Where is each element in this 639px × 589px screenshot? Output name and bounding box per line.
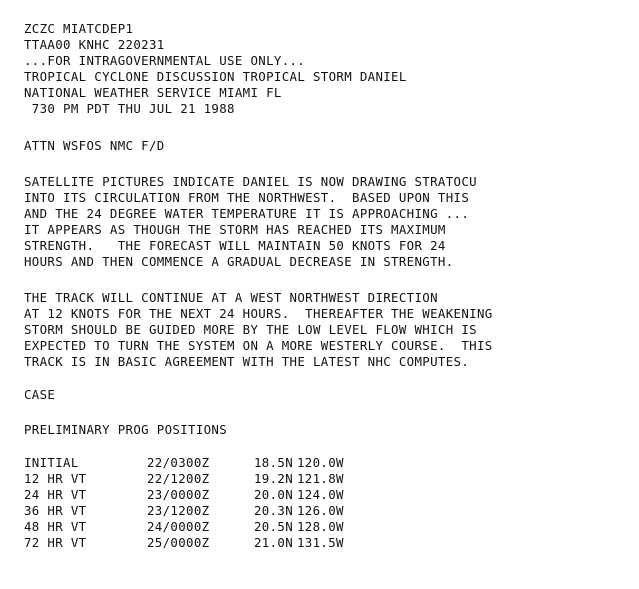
prog-latitude: 20.0N <box>254 487 294 502</box>
prog-label: 12 HR VT <box>24 471 87 486</box>
prog-longitude: 121.8W <box>297 471 344 486</box>
prog-longitude: 131.5W <box>297 535 344 550</box>
paragraph1-line: AND THE 24 DEGREE WATER TEMPERATURE IT IS APPROACHING ... <box>24 206 470 221</box>
paragraph1-line: INTO ITS CIRCULATION FROM THE NORTHWEST. BASED UPON THIS <box>24 190 470 205</box>
prog-latitude: 21.0N <box>254 535 294 550</box>
paragraph2-line: STORM SHOULD BE GUIDED MORE BY THE LOW LEVEL FLOW WHICH IS <box>24 322 477 337</box>
paragraph1-line: SATELLITE PICTURES INDICATE DANIEL IS NOW DRAWING STRATOCU <box>24 174 477 189</box>
prog-time: 25/0000Z <box>147 535 210 550</box>
prog-time: 23/1200Z <box>147 503 210 518</box>
prog-longitude: 124.0W <box>297 487 344 502</box>
prog-label: 72 HR VT <box>24 535 87 550</box>
prog-row <box>24 536 624 550</box>
header-line-3: ...FOR INTRAGOVERNMENTAL USE ONLY... <box>24 53 306 68</box>
prog-row <box>24 472 624 486</box>
prog-label: 36 HR VT <box>24 503 87 518</box>
paragraph1-line: STRENGTH. THE FORECAST WILL MAINTAIN 50 KNOTS FOR 24 <box>24 238 446 253</box>
prog-time: 23/0000Z <box>147 487 210 502</box>
prog-row <box>24 504 624 518</box>
paragraph2-line: TRACK IS IN BASIC AGREEMENT WITH THE LATEST NHC COMPUTES. <box>24 354 470 369</box>
header-line-1: ZCZC MIATCDEP1 <box>24 21 134 36</box>
header-line-4: TROPICAL CYCLONE DISCUSSION TROPICAL STORM DANIEL <box>24 69 407 84</box>
prog-label: 48 HR VT <box>24 519 87 534</box>
paragraph1-line: HOURS AND THEN COMMENCE A GRADUAL DECREASE IN STRENGTH. <box>24 254 454 269</box>
prog-row <box>24 488 624 502</box>
header-line-2: TTAA00 KNHC 220231 <box>24 37 165 52</box>
prog-label: 24 HR VT <box>24 487 87 502</box>
prog-longitude: 126.0W <box>297 503 344 518</box>
prog-row <box>24 520 624 534</box>
prog-latitude: 19.2N <box>254 471 294 486</box>
paragraph2-line: EXPECTED TO TURN THE SYSTEM ON A MORE WESTERLY COURSE. THIS <box>24 338 493 353</box>
prog-longitude: 120.0W <box>297 455 344 470</box>
prog-time: 24/0000Z <box>147 519 210 534</box>
paragraph2-line: AT 12 KNOTS FOR THE NEXT 24 HOURS. THEREAFTER THE WEAKENING <box>24 306 493 321</box>
header-line-6: 730 PM PDT THU JUL 21 1988 <box>24 101 235 116</box>
prog-time: 22/0300Z <box>147 455 210 470</box>
prog-label: INITIAL <box>24 455 79 470</box>
attn-line: ATTN WSFOS NMC F/D <box>24 138 165 153</box>
prog-longitude: 128.0W <box>297 519 344 534</box>
header-line-5: NATIONAL WEATHER SERVICE MIAMI FL <box>24 85 282 100</box>
signature: CASE <box>24 387 56 402</box>
prog-latitude: 20.5N <box>254 519 294 534</box>
prog-row <box>24 456 624 470</box>
paragraph2-line: THE TRACK WILL CONTINUE AT A WEST NORTHWEST DIRECTION <box>24 290 438 305</box>
prog-latitude: 18.5N <box>254 455 294 470</box>
prog-latitude: 20.3N <box>254 503 294 518</box>
prog-heading: PRELIMINARY PROG POSITIONS <box>24 422 228 437</box>
paragraph1-line: IT APPEARS AS THOUGH THE STORM HAS REACHED ITS MAXIMUM <box>24 222 446 237</box>
prog-time: 22/1200Z <box>147 471 210 486</box>
